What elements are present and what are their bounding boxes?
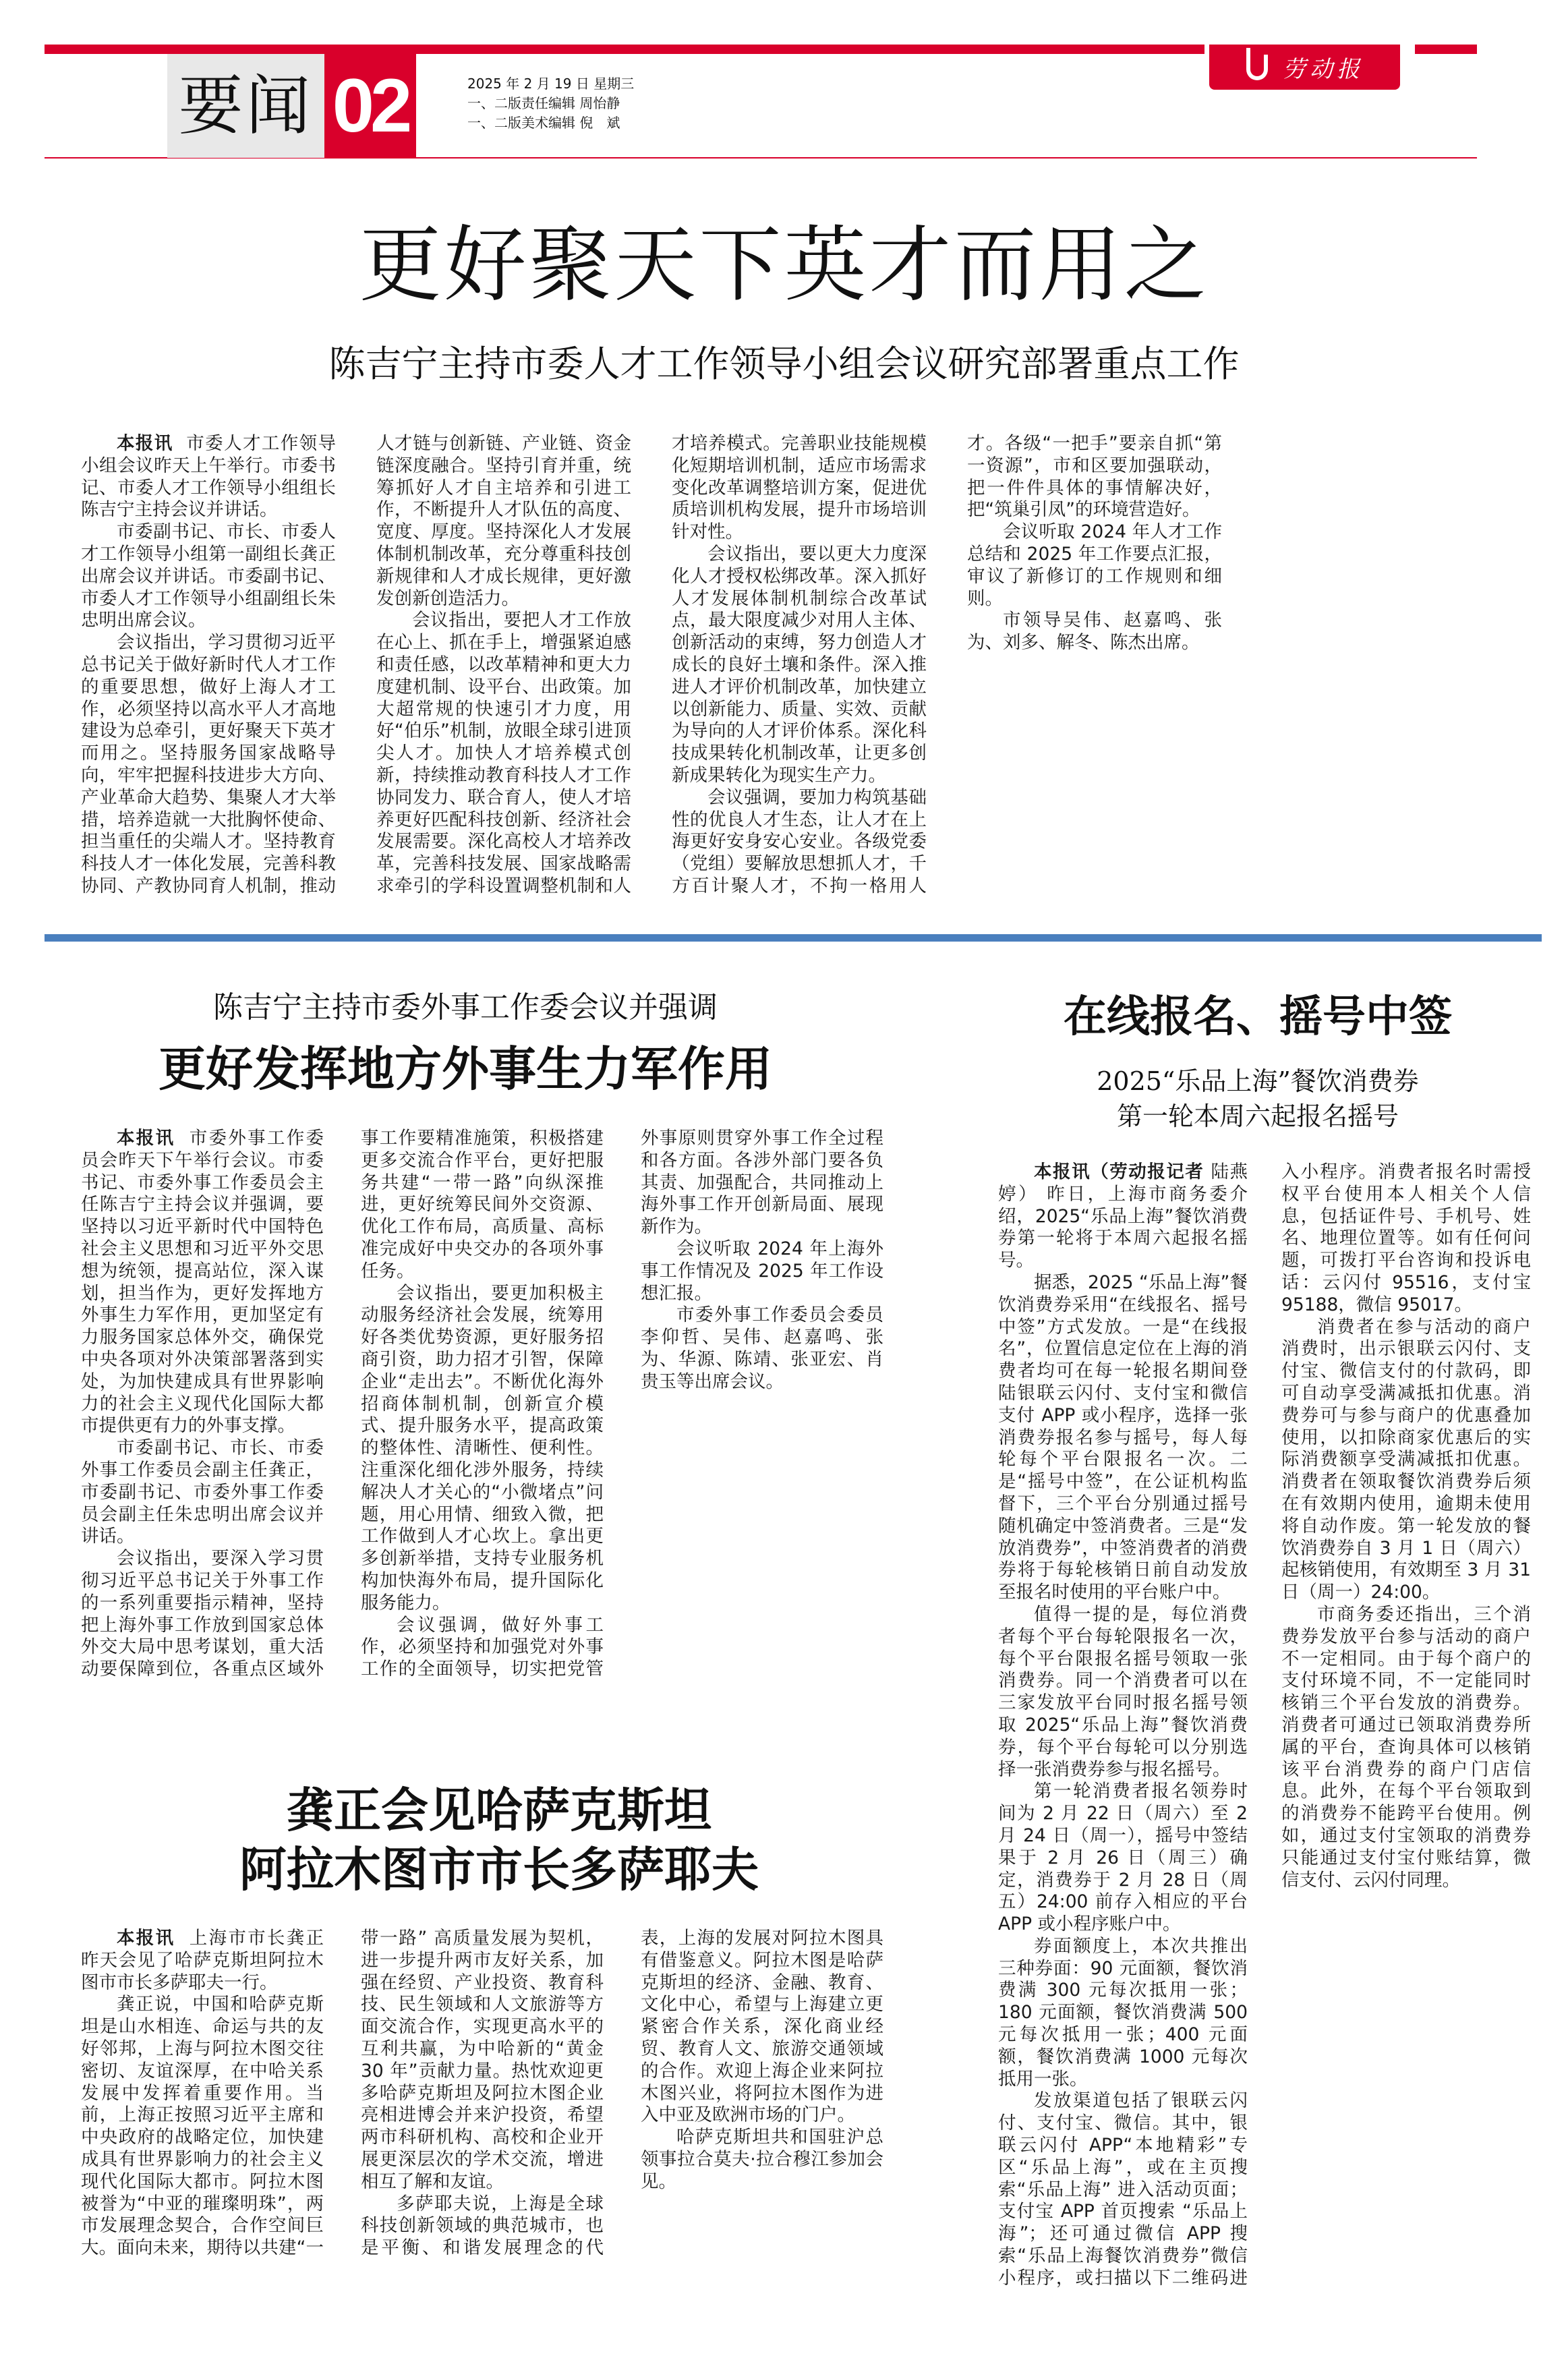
fa-paragraph: 市委副书记、市长、市委外事工作委员会副主任龚正，市委副书记、市委外事工作委员会副主任朱忠明出席会议并讲话。 bbox=[81, 1437, 324, 1547]
edition-meta bbox=[467, 74, 634, 133]
newspaper-logo[interactable] bbox=[1209, 45, 1400, 90]
fa-paragraph: 会议指出，要深入学习贯彻习近平总书记关于外事工作的一系列重要指示精神，坚持把上海外事工作放到国家总体外交大局中思考谋划，重大活动要保障到位，各重点区域外事工作要精准施策，积极搭建更多交流合作平台，更好把服务共建“一带一路”向纵深推进，更好统筹民间外交资源、优化工作布局，高质量、高标准完成好中央交办的各项外事任务。 bbox=[81, 1128, 604, 1680]
foreign-affairs-body bbox=[81, 1128, 883, 1688]
foreign-affairs-headline: 更好发挥地方外事生力军作用 bbox=[158, 1041, 772, 1097]
coupon-paragraph: 市商务委还指出，三个消费券发放平台参与活动的商户不一定相同。由于每个商户的支付环境不同，不一定能同时核销三个平台发放的消费券。消费者可通过已领取消费券所属的平台，查询具体可以核销该平台消费券的商户门店信息。此外，在每个平台领取到的消费券不能跨平台使用。例如，通过支付宝领取的消费券只能通过支付宝付账结算，微信支付、云闪付同理。 bbox=[1281, 1603, 1531, 1891]
coupon-dateline: 本报讯（劳动报记者 bbox=[1034, 1161, 1204, 1182]
lead-paragraph: 会议指出，要把人才工作放在心上、抓在手上，增强紧迫感和责任感，以改革精神和更大力度建机制、设平台、出政策。加大超常规的快速引才力度，用好“伯乐”机制，放眼全球引进顶尖人才。加快人才培养模式创新，持续推动教育科技人才工作协同发力、联合育人，使人才培养更好匹配科技创新、经济社会发展需要。深化高校人才培养改革，完善科技发展、国家战略需求牵引的学科设置调整机制和人才培养模式。完善职业技能规模化短期培训机制，适应市场需求变化改革调整培训方案，促进优质培训机构发展，提升市场培训针对性。 bbox=[376, 433, 927, 896]
edition-date: 2025 年 2 月 19 日 星期三 bbox=[467, 76, 635, 92]
section-divider bbox=[45, 934, 1542, 942]
kz-paragraph: 龚正说，中国和哈萨克斯坦是山水相连、命运与共的友好邻邦，上海与阿拉木图交往密切、友谊深厚，在中哈关系发展中发挥着重要作用。当前，上海正按照习近平主席和中央政府的战略定位，加快建成具有世界影响力的社会主义现代化国际大都市。阿拉木图被誉为“中亚的璀璨明珠”，两市发展理念契合，合作空间巨大。面向未来，期待以共建“一带一路” 高质量发展为契机，进一步提升两市友好关系，加强在经贸、产业投资、教育科技、民生领域和人文旅游等方面交流合作，实现更高水平的互利共赢，为中哈新的“黄金 30 年”贡献力量。热忱欢迎更多哈萨克斯坦及阿拉木图企业亮相进博会并来沪投资，希望两市科研机构、高校和企业开展更深层次的学术交流，增进相互了解和友谊。 bbox=[81, 1928, 604, 2259]
coupon-paragraph: 发放渠道包括了银联云闪付、支付宝、微信。其中，银联云闪付 APP“本地精彩”专区“乐品上海”，或在主页搜索“乐品上海” 进入活动页面；支付宝 APP 首页搜索 “乐品上海”；还可通过微信 APP 搜索“乐品上海餐饮消费券”微信小程序，或扫描以下二维码进入小程序。消费者报名时需授权平台使用本人相关个人信息，包括证件号、手机号、姓名、地理位置等。如有任何问题，可拨打平台咨询和投诉电话：云闪付 95516，支付宝 95188，微信 95017。 bbox=[998, 1161, 1531, 2289]
lead-paragraph: 市委副书记、市长、市委人才工作领导小组第一副组长龚正出席会议并讲话。市委副书记、市委人才工作领导小组副组长朱忠明出席会议。 bbox=[81, 521, 336, 631]
kazakhstan-body bbox=[81, 1928, 883, 2265]
fa-paragraph: 会议强调，做好外事工作，必须坚持和加强党对外事工作的全面领导，切实把党管外事原则贯穿外事工作全过程和各方面。各涉外部门要各负其责、加强配合，共同推动上海外事工作开创新局面、展现新作为。 bbox=[361, 1128, 883, 1680]
masthead-red-bar bbox=[45, 45, 1204, 54]
kz-paragraph: 多萨耶夫说，上海是全球科技创新领域的典范城市，也是平衡、和谐发展理念的代表，上海的发展对阿拉木图具有借鉴意义。阿拉木图是哈萨克斯坦的经济、金融、教育、文化中心，希望与上海建立更紧密合作关系，深化商业经贸、教育人文、旅游交通领域的合作。欢迎上海企业来阿拉木图兴业，将阿拉木图作为进入中亚及欧洲市场的门户。 bbox=[361, 1928, 883, 2259]
logo-mark-icon bbox=[1246, 55, 1268, 80]
lead-paragraph: 会议指出，学习贯彻习近平总书记关于做好新时代人才工作的重要思想，做好上海人才工作，必须坚持以高水平人才高地建设为总牵引，更好聚天下英才而用之。坚持服务国家战略导向，牢牢把握科技进步大方向、产业革命大趋势、集聚人才大举措，培养造就一大批胸怀使命、担当重任的尖端人才。坚持教育科技人才一体化发展，完善科教协同、产教协同育人机制，推动人才链与创新链、产业链、资金链深度融合。坚持引育并重，统筹抓好人才自主培养和引进工作，不断提升人才队伍的高度、宽度、厚度。坚持深化人才发展体制机制改革，充分尊重科技创新规律和人才成长规律，更好激发创新创造活力。 bbox=[81, 433, 631, 896]
lead-headline: 更好聚天下英才而用之 bbox=[359, 217, 1209, 313]
coupon-paragraph: 值得一提的是，每位消费者每个平台每轮限报名一次，每个平台限报名摇号领取一张消费券。同一个消费者可以在三家发放平台同时报名摇号领取 2025“乐品上海”餐饮消费券，每个平台每轮可以分别选择一张消费券参与报名摇号。 bbox=[998, 1603, 1248, 1780]
kz-dateline: 本报讯 bbox=[117, 1928, 175, 1949]
fa-paragraph: 会议听取 2024 年上海外事工作情况及 2025 年工作设想汇报。 bbox=[641, 1238, 883, 1304]
fa-paragraph: 本报讯 市委外事工作委员会昨天下午举行会议。市委书记、市委外事工作委员会主任陈吉宁主持会议并强调，要坚持以习近平新时代中国特色社会主义思想和习近平外交思想为统领，提高站位，深入谋划，担当作为，更好发挥地方外事生力军作用，更加坚定有力服务国家总体外交，确保党中央各项对外决策部署落到实处，为加快建成具有世界影响力的社会主义现代化国际大都市提供更有力的外事支撑。 bbox=[81, 1128, 324, 1437]
logo-text: 劳动报 bbox=[1283, 56, 1364, 83]
coupon-subheadline-line1: 2025“乐品上海”餐饮消费券 bbox=[1097, 1066, 1419, 1096]
fa-paragraph: 市委外事工作委员会委员李仰哲、吴伟、赵嘉鸣、张为、华源、陈靖、张亚宏、肖贵玉等出席会议。 bbox=[641, 1304, 883, 1392]
editor-credit: 一、二版责任编辑 周怡静 bbox=[467, 95, 620, 111]
coupon-paragraph: 第一轮消费者报名领券时间为 2 月 22 日（周六）至 2 月 24 日（周一），摇号中签结果于 2 月 26 日（周三）确定，消费券于 2 月 28 日（周五）24:00 前存入相应的平台 APP 或小程序账户中。 bbox=[998, 1781, 1248, 1935]
coupon-headline: 在线报名、摇号中签 bbox=[1064, 992, 1452, 1042]
coupon-paragraph: 本报讯（劳动报记者 陆燕婷） 昨日，上海市商务委介绍，2025“乐品上海”餐饮消费券第一轮将于本周六起报名摇号。 bbox=[998, 1161, 1248, 1271]
lead-paragraph: 会议听取 2024 年人才工作总结和 2025 年工作要点汇报，审议了新修订的工作规则和细则。 bbox=[967, 521, 1222, 609]
lead-story-body bbox=[81, 433, 1517, 905]
page-number: 02 bbox=[324, 54, 416, 158]
coupon-paragraph: 据悉，2025 “乐品上海”餐饮消费券采用“在线报名、摇号中签”方式发放。一是“在线报名”，位置信息定位在上海的消费者均可在每一轮报名期间登陆银联云闪付、支付宝和微信支付 APP 或小程序，选择一张消费券报名参与摇号，每人每轮每个平台限报名一次。二是“摇号中签”，在公证机构监督下，三个平台分别通过摇号随机确定中签消费者。三是“发放消费券”，中签消费者的消费券将于每轮核销日前自动发放至报名时使用的平台账户中。 bbox=[998, 1271, 1248, 1603]
lead-subheadline: 陈吉宁主持市委人才工作领导小组会议研究部署重点工作 bbox=[328, 343, 1240, 385]
art-editor-credit: 一、二版美术编辑 倪 斌 bbox=[467, 115, 620, 131]
lead-dateline: 本报讯 bbox=[117, 433, 173, 454]
coupon-subheadline-line2: 第一轮本周六起报名摇号 bbox=[1116, 1101, 1399, 1131]
kz-paragraph: 本报讯 上海市市长龚正昨天会见了哈萨克斯坦阿拉木图市市长多萨耶夫一行。 bbox=[81, 1928, 324, 1993]
section-label: 要闻 bbox=[167, 54, 324, 158]
kazakhstan-headline-line2: 阿拉木图市市长多萨耶夫 bbox=[239, 1841, 759, 1897]
kazakhstan-headline-line1: 龚正会见哈萨克斯坦 bbox=[287, 1782, 712, 1838]
lead-paragraph: 会议强调，要加力构筑基础性的优良人才生态，让人才在上海更好安身安心安业。各级党委（党组）要解放思想抓人才，千方百计聚人才，不拘一格用人才。各级“一把手”要亲自抓“第一资源”，市和区要加强联动，把一件件具体的事情解决好，把“筑巢引凤”的环境营造好。 bbox=[672, 433, 1222, 896]
coupon-body bbox=[998, 1161, 1531, 2301]
coupon-reporter: 陆燕婷） bbox=[998, 1161, 1248, 1205]
fa-paragraph: 会议指出，要更加积极主动服务经济社会发展，统筹用好各类优势资源，更好服务招商引资，助力招才引智，保障企业“走出去”。不断优化海外招商体制机制，创新宣介模式、提升服务水平，提高政策的整体性、清晰性、便利性。注重深化细化涉外服务，持续解决人才关心的“小微堵点”问题，用心用情、细致入微，把工作做到人才心坎上。拿出更多创新举措，支持专业服务机构加快海外布局，提升国际化服务能力。 bbox=[361, 1282, 604, 1613]
foreign-affairs-kicker: 陈吉宁主持市委外事工作委会议并强调 bbox=[213, 990, 718, 1025]
coupon-paragraph: 消费者在参与活动的商户消费时，出示银联云闪付、支付宝、微信支付的付款码，即可自动享受满减抵扣优惠。消费券可与参与商户的优惠叠加使用，以扣除商家优惠后的实际消费额享受满减抵扣优惠。消费者在领取餐饮消费券后须在有效期内使用，逾期未使用将自动作废。第一轮发放的餐饮消费券自 3 月 1 日（周六）起核销使用，有效期至 3 月 31 日（周一）24:00。 bbox=[1281, 1316, 1531, 1603]
lead-paragraph: 本报讯 市委人才工作领导小组会议昨天上午举行。市委书记、市委人才工作领导小组组长陈吉宁主持会议并讲话。 bbox=[81, 433, 337, 521]
coupon-paragraph: 券面额度上，本次共推出三种券面：90 元面额，餐饮消费满 300 元每次抵用一张；180 元面额，餐饮消费满 500 元每次抵用一张；400 元面额，餐饮消费满 1000 元每次抵用一张。 bbox=[998, 1935, 1248, 2090]
lead-paragraph: 会议指出，要以更大力度深化人才授权松绑改革。深入抓好人才发展体制机制综合改革试点，最大限度减少对用人主体、创新活动的束缚，努力创造人才成长的良好土壤和条件。深入推进人才评价机制改革，加快建立以创新能力、质量、实效、贡献为导向的人才评价体系。深化科技成果转化机制改革，让更多创新成果转化为现实生产力。 bbox=[672, 543, 927, 786]
kz-paragraph: 哈萨克斯坦共和国驻沪总领事拉合莫夫·拉合穆江参加会见。 bbox=[641, 2127, 883, 2192]
masthead-red-bar-right bbox=[1415, 45, 1477, 54]
lead-paragraph: 市领导吴伟、赵嘉鸣、张为、刘多、解冬、陈杰出席。 bbox=[967, 610, 1222, 654]
kazakhstan-headline bbox=[81, 1781, 917, 1899]
fa-dateline: 本报讯 bbox=[117, 1128, 175, 1149]
